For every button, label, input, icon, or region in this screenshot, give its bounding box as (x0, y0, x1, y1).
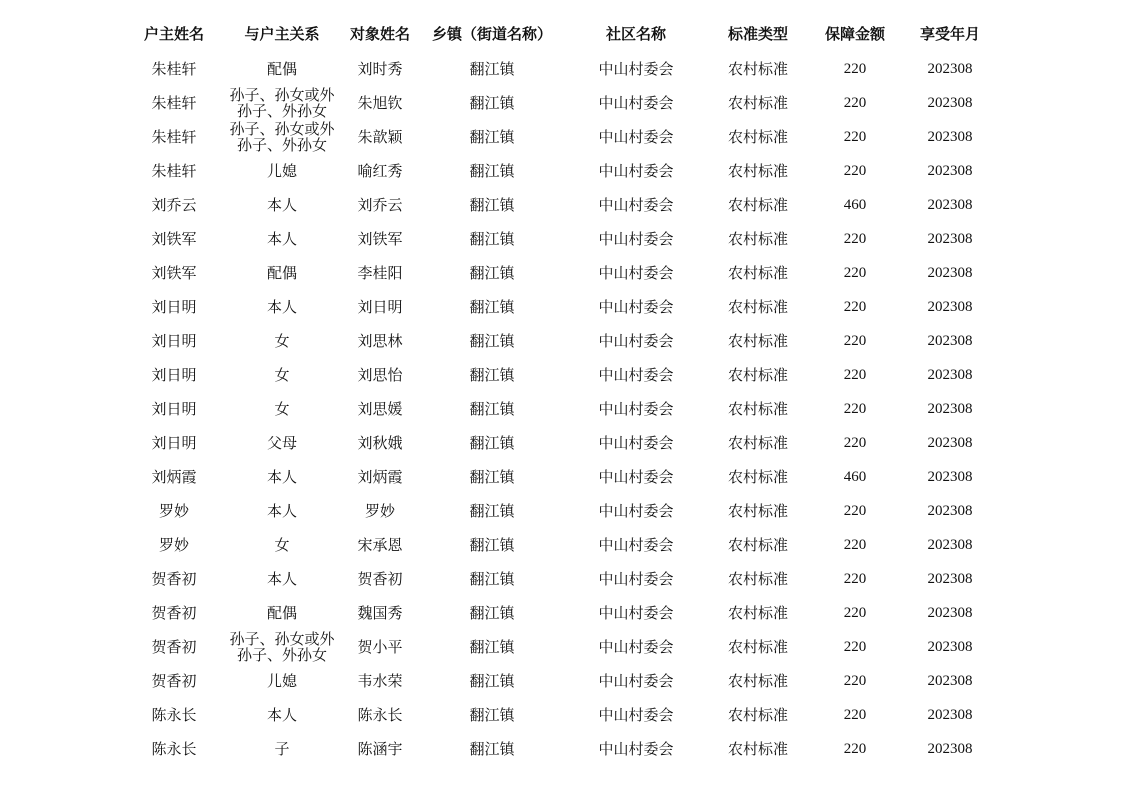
cell-relationship: 女 (274, 536, 290, 554)
cell-relationship: 女 (274, 366, 290, 384)
cell-relationship: 本人 (266, 706, 297, 724)
cell-subject-name: 宋承恩 (357, 536, 403, 554)
header-standard-type: 标准类型 (727, 25, 788, 43)
cell-year-month: 202308 (927, 333, 973, 349)
cell-guarantee-amount: 220 (843, 333, 867, 349)
cell-subject-name: 朱歆颖 (357, 128, 403, 146)
cell-guarantee-amount: 220 (843, 537, 867, 553)
cell-subject-name: 陈永长 (357, 706, 403, 724)
table-row (0, 120, 1122, 154)
cell-standard-type: 农村标准 (727, 740, 788, 758)
cell-guarantee-amount: 460 (843, 469, 867, 485)
cell-community-name: 中山村委会 (598, 706, 674, 724)
cell-householder-name: 刘日明 (151, 366, 197, 384)
cell-township: 翻江镇 (469, 604, 515, 622)
cell-standard-type: 农村标准 (727, 706, 788, 724)
cell-community-name: 中山村委会 (598, 196, 674, 214)
cell-guarantee-amount: 220 (843, 639, 867, 655)
cell-subject-name: 刘炳霞 (357, 468, 403, 486)
cell-householder-name: 贺香初 (151, 672, 197, 690)
cell-community-name: 中山村委会 (598, 332, 674, 350)
cell-township: 翻江镇 (469, 536, 515, 554)
table-row (0, 86, 1122, 120)
cell-relationship: 配偶 (266, 264, 297, 282)
cell-standard-type: 农村标准 (727, 230, 788, 248)
cell-community-name: 中山村委会 (598, 60, 674, 78)
cell-community-name: 中山村委会 (598, 672, 674, 690)
cell-community-name: 中山村委会 (598, 128, 674, 146)
cell-relationship: 儿媳 (266, 162, 297, 180)
cell-householder-name: 刘乔云 (151, 196, 197, 214)
cell-guarantee-amount: 220 (843, 503, 867, 519)
header-year-month: 享受年月 (919, 25, 980, 43)
header-relationship: 与户主关系 (244, 25, 320, 43)
cell-guarantee-amount: 220 (843, 367, 867, 383)
cell-guarantee-amount: 220 (843, 401, 867, 417)
cell-householder-name: 朱桂轩 (151, 60, 197, 78)
cell-township: 翻江镇 (469, 264, 515, 282)
cell-year-month: 202308 (927, 265, 973, 281)
cell-year-month: 202308 (927, 673, 973, 689)
cell-standard-type: 农村标准 (727, 604, 788, 622)
cell-community-name: 中山村委会 (598, 434, 674, 452)
table-row (0, 324, 1122, 358)
cell-community-name: 中山村委会 (598, 230, 674, 248)
cell-subject-name: 贺小平 (357, 638, 403, 656)
cell-guarantee-amount: 220 (843, 741, 867, 757)
cell-year-month: 202308 (927, 639, 973, 655)
cell-relationship: 孙子、孙女或外孙子、外孙女 (229, 120, 335, 154)
cell-township: 翻江镇 (469, 298, 515, 316)
cell-township: 翻江镇 (469, 230, 515, 248)
cell-township: 翻江镇 (469, 400, 515, 418)
cell-guarantee-amount: 220 (843, 299, 867, 315)
table-row (0, 732, 1122, 766)
cell-community-name: 中山村委会 (598, 264, 674, 282)
cell-guarantee-amount: 460 (843, 197, 867, 213)
cell-guarantee-amount: 220 (843, 95, 867, 111)
cell-householder-name: 刘铁军 (151, 264, 197, 282)
cell-subject-name: 朱旭钦 (357, 94, 403, 112)
cell-relationship: 儿媳 (266, 672, 297, 690)
table-row (0, 494, 1122, 528)
table-row (0, 188, 1122, 222)
cell-subject-name: 罗妙 (364, 502, 395, 520)
cell-standard-type: 农村标准 (727, 298, 788, 316)
cell-subject-name: 刘思媛 (357, 400, 403, 418)
cell-householder-name: 刘日明 (151, 434, 197, 452)
cell-relationship: 配偶 (266, 604, 297, 622)
cell-standard-type: 农村标准 (727, 536, 788, 554)
cell-relationship: 本人 (266, 468, 297, 486)
table-row (0, 222, 1122, 256)
cell-community-name: 中山村委会 (598, 94, 674, 112)
cell-guarantee-amount: 220 (843, 571, 867, 587)
cell-subject-name: 刘铁军 (357, 230, 403, 248)
cell-subject-name: 李桂阳 (357, 264, 403, 282)
cell-year-month: 202308 (927, 469, 973, 485)
cell-householder-name: 刘日明 (151, 298, 197, 316)
cell-relationship: 孙子、孙女或外孙子、外孙女 (229, 86, 335, 120)
cell-standard-type: 农村标准 (727, 502, 788, 520)
cell-householder-name: 刘日明 (151, 332, 197, 350)
cell-township: 翻江镇 (469, 570, 515, 588)
table-row (0, 630, 1122, 664)
cell-standard-type: 农村标准 (727, 162, 788, 180)
cell-year-month: 202308 (927, 401, 973, 417)
cell-standard-type: 农村标准 (727, 60, 788, 78)
cell-relationship: 女 (274, 332, 290, 350)
cell-community-name: 中山村委会 (598, 570, 674, 588)
cell-subject-name: 陈涵宇 (357, 740, 403, 758)
cell-guarantee-amount: 220 (843, 231, 867, 247)
cell-householder-name: 刘铁军 (151, 230, 197, 248)
cell-year-month: 202308 (927, 61, 973, 77)
cell-year-month: 202308 (927, 503, 973, 519)
cell-year-month: 202308 (927, 231, 973, 247)
cell-guarantee-amount: 220 (843, 265, 867, 281)
cell-standard-type: 农村标准 (727, 468, 788, 486)
table-row (0, 460, 1122, 494)
cell-relationship: 父母 (266, 434, 297, 452)
table-row (0, 358, 1122, 392)
cell-relationship: 本人 (266, 502, 297, 520)
header-amount: 保障金额 (824, 25, 885, 43)
cell-guarantee-amount: 220 (843, 163, 867, 179)
cell-householder-name: 贺香初 (151, 604, 197, 622)
cell-standard-type: 农村标准 (727, 434, 788, 452)
cell-relationship: 本人 (266, 230, 297, 248)
cell-community-name: 中山村委会 (598, 400, 674, 418)
cell-year-month: 202308 (927, 741, 973, 757)
cell-subject-name: 刘时秀 (357, 60, 403, 78)
cell-community-name: 中山村委会 (598, 604, 674, 622)
cell-relationship: 女 (274, 400, 290, 418)
cell-community-name: 中山村委会 (598, 740, 674, 758)
cell-householder-name: 罗妙 (158, 502, 189, 520)
cell-year-month: 202308 (927, 95, 973, 111)
table-row (0, 664, 1122, 698)
cell-community-name: 中山村委会 (598, 366, 674, 384)
cell-year-month: 202308 (927, 571, 973, 587)
cell-subject-name: 刘思怡 (357, 366, 403, 384)
cell-guarantee-amount: 220 (843, 435, 867, 451)
table-row (0, 528, 1122, 562)
cell-subject-name: 魏国秀 (357, 604, 403, 622)
cell-subject-name: 刘秋娥 (357, 434, 403, 452)
cell-township: 翻江镇 (469, 60, 515, 78)
cell-year-month: 202308 (927, 299, 973, 315)
cell-standard-type: 农村标准 (727, 128, 788, 146)
cell-subject-name: 刘思林 (357, 332, 403, 350)
cell-township: 翻江镇 (469, 128, 515, 146)
cell-guarantee-amount: 220 (843, 605, 867, 621)
cell-year-month: 202308 (927, 537, 973, 553)
cell-householder-name: 陈永长 (151, 740, 197, 758)
cell-year-month: 202308 (927, 605, 973, 621)
cell-year-month: 202308 (927, 129, 973, 145)
cell-township: 翻江镇 (469, 706, 515, 724)
cell-guarantee-amount: 220 (843, 129, 867, 145)
cell-year-month: 202308 (927, 163, 973, 179)
cell-year-month: 202308 (927, 197, 973, 213)
cell-householder-name: 罗妙 (158, 536, 189, 554)
cell-subject-name: 韦水荣 (357, 672, 403, 690)
cell-standard-type: 农村标准 (727, 570, 788, 588)
cell-guarantee-amount: 220 (843, 707, 867, 723)
cell-year-month: 202308 (927, 367, 973, 383)
header-township: 乡镇（街道名称） (431, 25, 552, 43)
cell-township: 翻江镇 (469, 502, 515, 520)
cell-township: 翻江镇 (469, 94, 515, 112)
cell-township: 翻江镇 (469, 332, 515, 350)
table-row (0, 52, 1122, 86)
cell-community-name: 中山村委会 (598, 638, 674, 656)
cell-relationship: 本人 (266, 196, 297, 214)
cell-community-name: 中山村委会 (598, 468, 674, 486)
cell-township: 翻江镇 (469, 468, 515, 486)
cell-householder-name: 刘日明 (151, 400, 197, 418)
cell-standard-type: 农村标准 (727, 400, 788, 418)
cell-householder-name: 朱桂轩 (151, 128, 197, 146)
cell-township: 翻江镇 (469, 638, 515, 656)
cell-householder-name: 贺香初 (151, 570, 197, 588)
table-header-row (0, 17, 1122, 51)
cell-standard-type: 农村标准 (727, 672, 788, 690)
cell-community-name: 中山村委会 (598, 162, 674, 180)
cell-standard-type: 农村标准 (727, 332, 788, 350)
cell-township: 翻江镇 (469, 366, 515, 384)
header-community: 社区名称 (605, 25, 666, 43)
cell-householder-name: 朱桂轩 (151, 162, 197, 180)
cell-community-name: 中山村委会 (598, 502, 674, 520)
table-row (0, 596, 1122, 630)
cell-township: 翻江镇 (469, 434, 515, 452)
cell-relationship: 本人 (266, 570, 297, 588)
table-row (0, 698, 1122, 732)
cell-community-name: 中山村委会 (598, 298, 674, 316)
cell-relationship: 本人 (266, 298, 297, 316)
table-row (0, 154, 1122, 188)
cell-householder-name: 朱桂轩 (151, 94, 197, 112)
cell-relationship: 子 (274, 740, 290, 758)
cell-relationship: 配偶 (266, 60, 297, 78)
cell-householder-name: 刘炳霞 (151, 468, 197, 486)
cell-guarantee-amount: 220 (843, 61, 867, 77)
cell-standard-type: 农村标准 (727, 366, 788, 384)
cell-householder-name: 贺香初 (151, 638, 197, 656)
header-subject-name: 对象姓名 (349, 25, 410, 43)
cell-township: 翻江镇 (469, 196, 515, 214)
cell-relationship: 孙子、孙女或外孙子、外孙女 (229, 630, 335, 664)
table-row (0, 562, 1122, 596)
cell-guarantee-amount: 220 (843, 673, 867, 689)
cell-year-month: 202308 (927, 707, 973, 723)
cell-standard-type: 农村标准 (727, 638, 788, 656)
cell-township: 翻江镇 (469, 672, 515, 690)
cell-township: 翻江镇 (469, 740, 515, 758)
table-row (0, 256, 1122, 290)
cell-householder-name: 陈永长 (151, 706, 197, 724)
table-row (0, 426, 1122, 460)
cell-standard-type: 农村标准 (727, 94, 788, 112)
cell-standard-type: 农村标准 (727, 264, 788, 282)
cell-subject-name: 喻红秀 (357, 162, 403, 180)
cell-standard-type: 农村标准 (727, 196, 788, 214)
cell-year-month: 202308 (927, 435, 973, 451)
table-row (0, 290, 1122, 324)
cell-subject-name: 贺香初 (357, 570, 403, 588)
cell-township: 翻江镇 (469, 162, 515, 180)
table-row (0, 392, 1122, 426)
header-householder-name: 户主姓名 (143, 25, 204, 43)
cell-community-name: 中山村委会 (598, 536, 674, 554)
cell-subject-name: 刘日明 (357, 298, 403, 316)
cell-subject-name: 刘乔云 (357, 196, 403, 214)
